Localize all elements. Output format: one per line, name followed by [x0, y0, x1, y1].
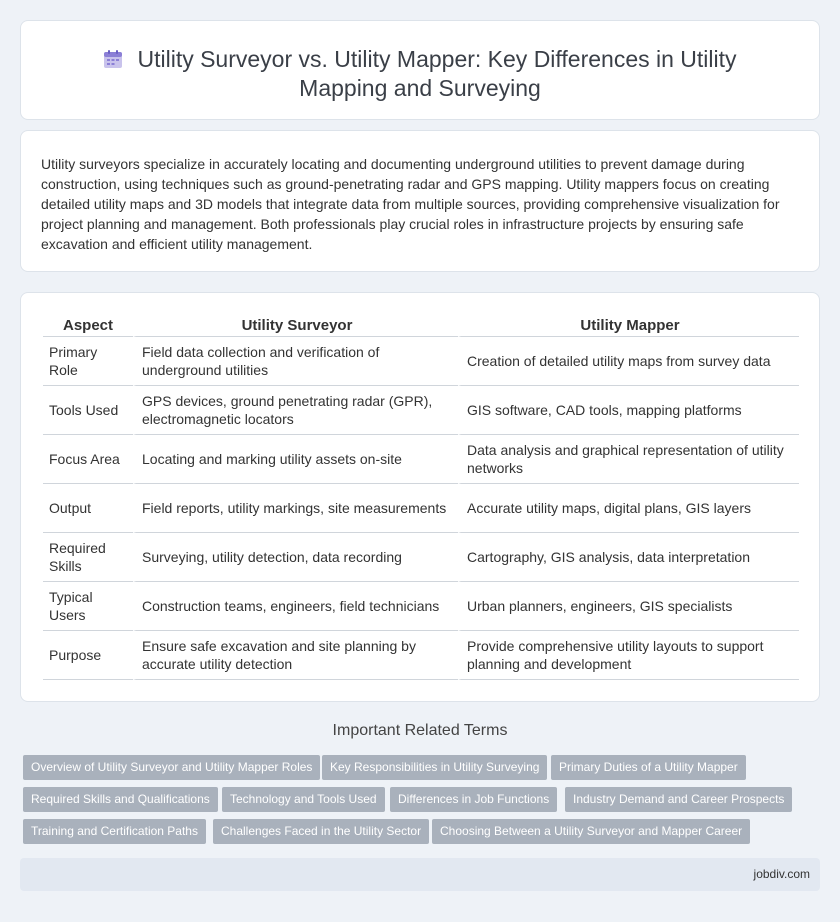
cell-mapper: Cartography, GIS analysis, data interpretation: [458, 533, 799, 582]
cell-aspect: Typical Users: [43, 582, 133, 631]
related-terms-title: Important Related Terms: [332, 722, 508, 739]
cell-aspect: Primary Role: [43, 337, 133, 386]
title-wrap: [21, 45, 819, 103]
related-term-tag[interactable]: Challenges Faced in the Utility Sector: [213, 819, 429, 844]
cell-surveyor: Locating and marking utility assets on-site: [133, 435, 458, 484]
related-term-tag[interactable]: Training and Certification Paths: [23, 819, 206, 844]
cell-aspect: Tools Used: [43, 386, 133, 435]
column-header-surveyor: Utility Surveyor: [133, 315, 458, 337]
page-title: [60, 45, 780, 103]
column-header-aspect: Aspect: [43, 315, 133, 337]
table-row: [43, 435, 799, 484]
related-term-tag[interactable]: Differences in Job Functions: [390, 787, 557, 812]
related-term-tag[interactable]: Industry Demand and Career Prospects: [565, 787, 792, 812]
table-row: [43, 533, 799, 582]
cell-surveyor: Field reports, utility markings, site measurements: [133, 484, 458, 533]
calendar-icon: [103, 49, 123, 69]
cell-aspect: Required Skills: [43, 533, 133, 582]
cell-surveyor: Ensure safe excavation and site planning by accurate utility detection: [133, 631, 458, 680]
related-term-tag[interactable]: Overview of Utility Surveyor and Utility Mapper Roles: [23, 755, 320, 780]
table-header-row: [43, 315, 799, 337]
table-row: [43, 582, 799, 631]
table-row: [43, 631, 799, 680]
cell-aspect: Output: [43, 484, 133, 533]
cell-mapper: Accurate utility maps, digital plans, GIS layers: [458, 484, 799, 533]
related-term-tag[interactable]: Primary Duties of a Utility Mapper: [551, 755, 746, 780]
table-row: [43, 337, 799, 386]
cell-aspect: Focus Area: [43, 435, 133, 484]
footer-site-link[interactable]: jobdiv.com: [753, 867, 810, 881]
cell-mapper: Creation of detailed utility maps from survey data: [458, 337, 799, 386]
cell-mapper: GIS software, CAD tools, mapping platforms: [458, 386, 799, 435]
cell-surveyor: Field data collection and verification of underground utilities: [133, 337, 458, 386]
page-title-text: Utility Surveyor vs. Utility Mapper: Key Differences in Utility Mapping and Surveying: [137, 46, 737, 101]
column-header-mapper: Utility Mapper: [458, 315, 799, 337]
cell-mapper: Provide comprehensive utility layouts to support planning and development: [458, 631, 799, 680]
cell-mapper: Data analysis and graphical representation of utility networks: [458, 435, 799, 484]
table-row: [43, 386, 799, 435]
comparison-table-card: [20, 292, 820, 702]
cell-surveyor: Surveying, utility detection, data recording: [133, 533, 458, 582]
footer: [20, 858, 820, 891]
cell-mapper: Urban planners, engineers, GIS specialists: [458, 582, 799, 631]
related-term-tag[interactable]: Key Responsibilities in Utility Surveying: [322, 755, 547, 780]
cell-aspect: Purpose: [43, 631, 133, 680]
related-term-tag[interactable]: Choosing Between a Utility Surveyor and Mapper Career: [432, 819, 750, 844]
related-term-tag[interactable]: Required Skills and Qualifications: [23, 787, 218, 812]
intro-paragraph: Utility surveyors specialize in accurately locating and documenting underground utilities to prevent damage during construction, using techniques such as ground-penetrating radar and GPS mapping. Utility mappers focus on creating detailed utility maps and 3D models that integrate data from multiple sources, providing comprehensive visualization for project planning and management. Both professionals play crucial roles in infrastructure projects by ensuring safe excavation and efficient utility management.: [41, 156, 780, 252]
header-card: [20, 20, 820, 120]
comparison-table: [43, 315, 799, 680]
cell-surveyor: GPS devices, ground penetrating radar (GPR), electromagnetic locators: [133, 386, 458, 435]
intro-card: [20, 130, 820, 272]
related-term-tag[interactable]: Technology and Tools Used: [222, 787, 385, 812]
table-row: [43, 484, 799, 533]
cell-surveyor: Construction teams, engineers, field technicians: [133, 582, 458, 631]
